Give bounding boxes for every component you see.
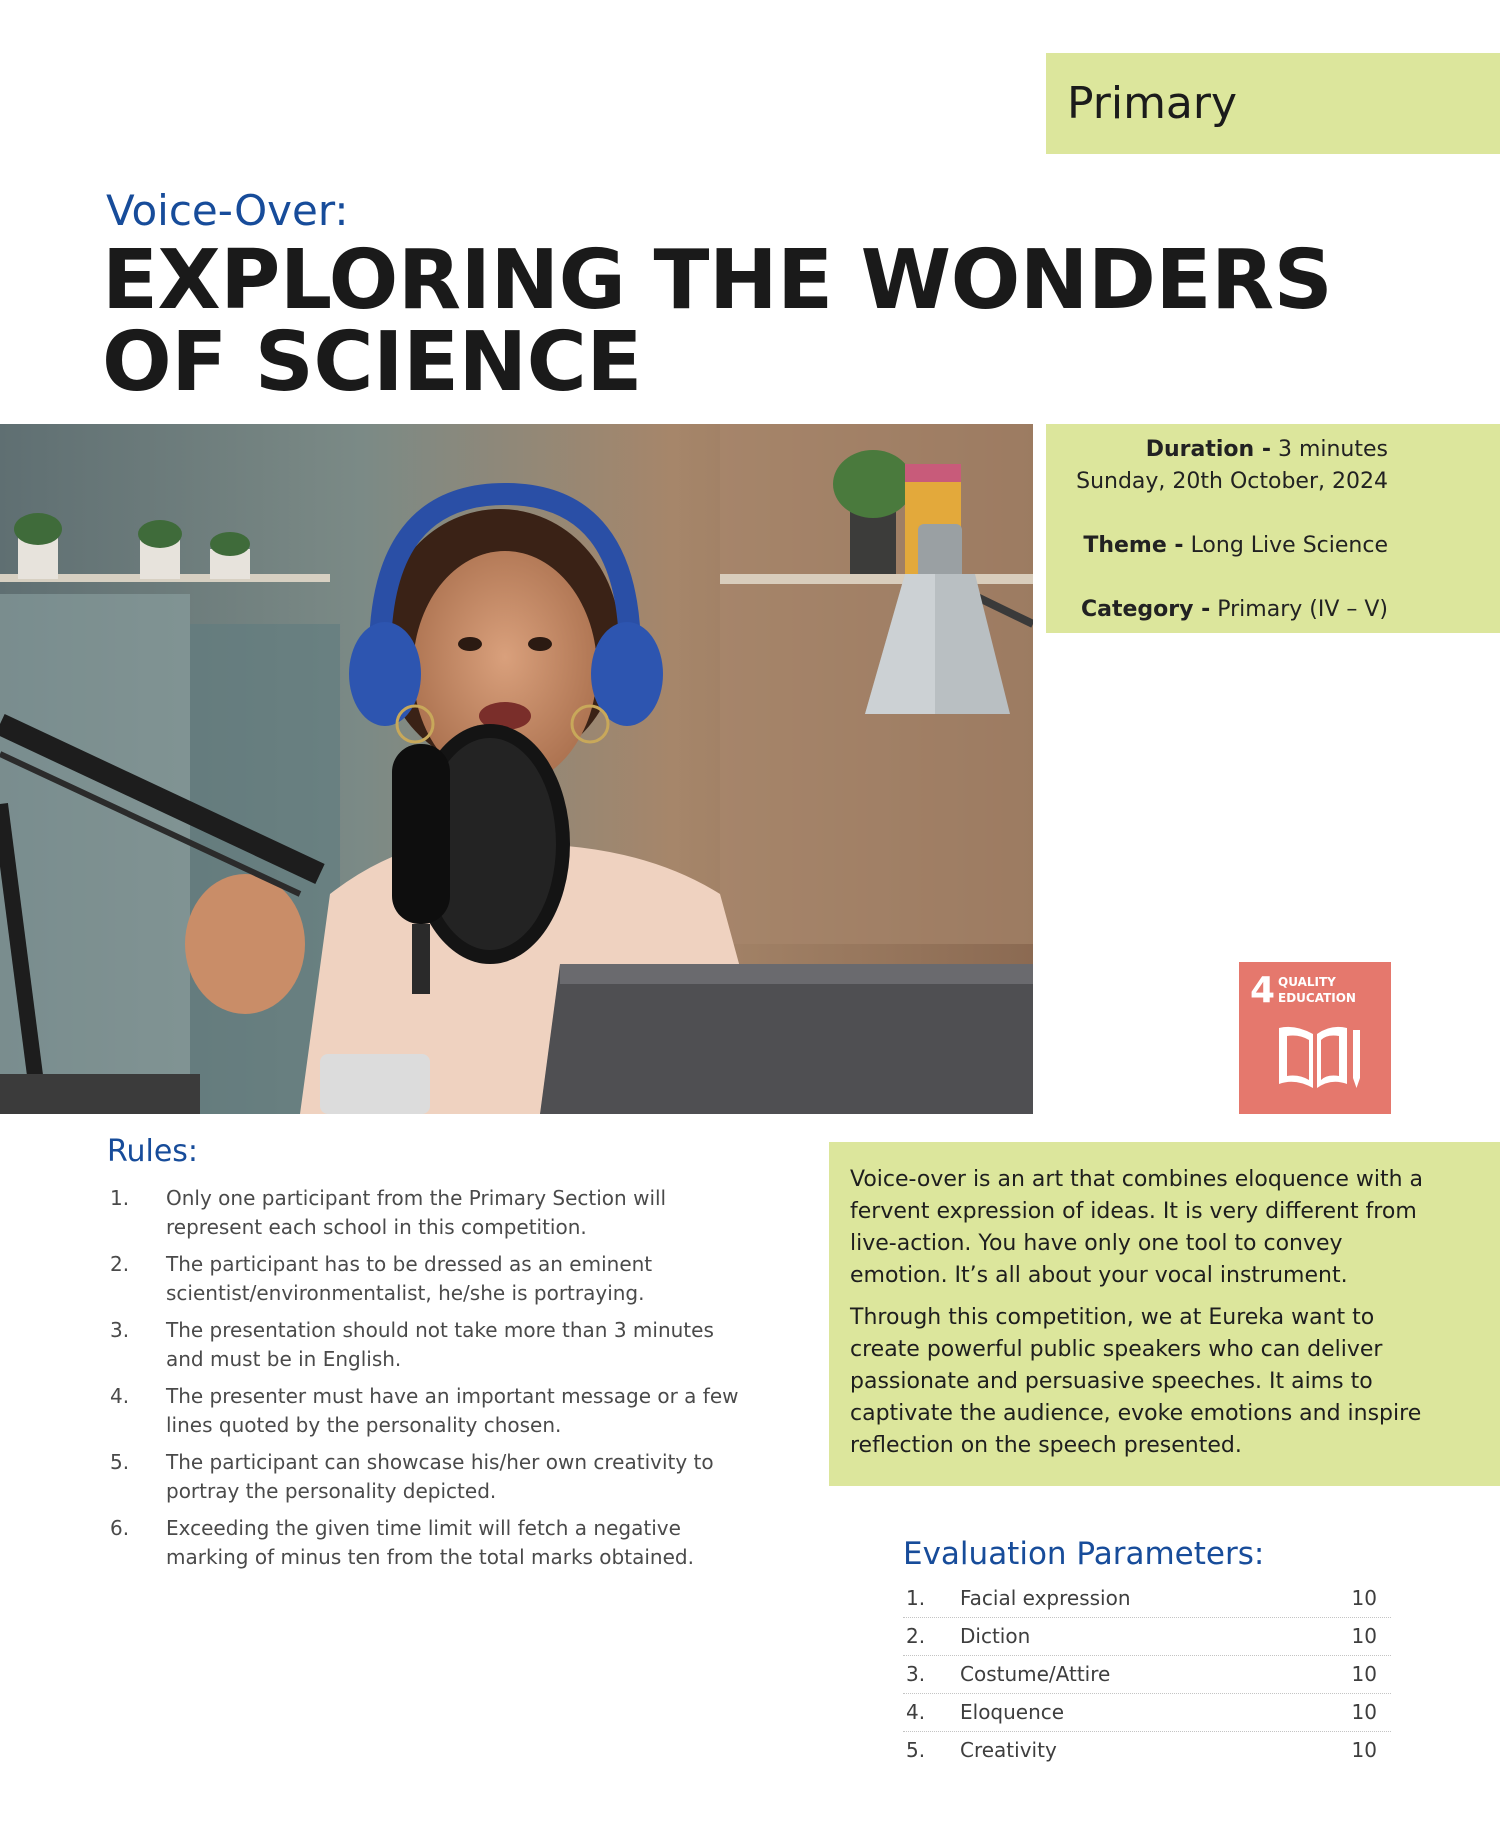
evaluation-number: 5.: [906, 1738, 926, 1762]
evaluation-item: [903, 1656, 1391, 1694]
evaluation-name: Costume/Attire: [960, 1662, 1111, 1686]
category-value: Primary (IV – V): [1217, 597, 1388, 622]
book-pencil-icon: [1273, 1022, 1363, 1094]
category-tag-text: Primary: [1067, 78, 1238, 129]
evaluation-number: 3.: [906, 1662, 926, 1686]
rule-number: 5.: [110, 1450, 130, 1474]
evaluation-name: Diction: [960, 1624, 1031, 1648]
duration-label: Duration -: [1145, 437, 1271, 462]
rule-item: [110, 1184, 750, 1242]
rule-item: [110, 1448, 750, 1506]
description-paragraph-1: Voice-over is an art that combines eloquence with a fervent expression of ideas. It is very different from live-action. You have only one tool to convey emotion. It’s all about your vocal instrument.: [850, 1167, 1424, 1288]
category-tag: [1046, 53, 1500, 154]
sdg-number: 4: [1250, 970, 1276, 1011]
rules-list: [110, 1184, 750, 1580]
rule-item: [110, 1382, 750, 1440]
rule-item: [110, 1250, 750, 1308]
duration-value: 3 minutes: [1277, 437, 1388, 462]
rule-number: 4.: [110, 1384, 130, 1408]
theme-value: Long Live Science: [1190, 533, 1388, 558]
evaluation-number: 2.: [906, 1624, 926, 1648]
evaluation-item: [903, 1618, 1391, 1656]
evaluation-item: [903, 1694, 1391, 1732]
event-date: Sunday, 20th October, 2024: [1076, 469, 1388, 494]
event-info-box: [1046, 424, 1500, 633]
rule-number: 2.: [110, 1252, 130, 1276]
theme-line: [1046, 530, 1388, 562]
evaluation-heading: Evaluation Parameters:: [903, 1536, 1265, 1572]
duration-line: [1046, 434, 1388, 466]
rule-number: 6.: [110, 1516, 130, 1540]
evaluation-number: 1.: [906, 1586, 926, 1610]
evaluation-name: Eloquence: [960, 1700, 1065, 1724]
event-subtitle: Voice-Over:: [106, 186, 349, 235]
podcaster-photo: [0, 424, 1033, 1114]
evaluation-score: 10: [1351, 1624, 1377, 1648]
evaluation-score: 10: [1351, 1586, 1377, 1610]
evaluation-name: Creativity: [960, 1738, 1057, 1762]
evaluation-number: 4.: [906, 1700, 926, 1724]
sdg-quality-education-badge: [1239, 962, 1391, 1114]
evaluation-score: 10: [1351, 1700, 1377, 1724]
evaluation-item: [903, 1580, 1391, 1618]
theme-label: Theme -: [1083, 533, 1184, 558]
event-title: EXPLORING THE WONDERS OF SCIENCE: [102, 233, 1333, 410]
evaluation-score: 10: [1351, 1662, 1377, 1686]
evaluation-name: Facial expression: [960, 1586, 1131, 1610]
sdg-label: [1278, 974, 1356, 1006]
description-box: [829, 1142, 1500, 1486]
rule-number: 3.: [110, 1318, 130, 1342]
category-label: Category -: [1080, 597, 1211, 622]
rule-item: [110, 1514, 750, 1572]
rule-text: The presentation should not take more than 3 minutes and must be in English.: [166, 1318, 714, 1371]
rule-text: The participant has to be dressed as an eminent scientist/environmentalist, he/she is portraying.: [166, 1252, 653, 1305]
evaluation-list: [903, 1580, 1391, 1769]
rule-item: [110, 1316, 750, 1374]
sdg-label-line2: EDUCATION: [1278, 991, 1356, 1005]
evaluation-score: 10: [1351, 1738, 1377, 1762]
category-line: [1046, 594, 1388, 626]
rule-text: The presenter must have an important message or a few lines quoted by the personality chosen.: [166, 1384, 739, 1437]
rule-text: Exceeding the given time limit will fetch a negative marking of minus ten from the total marks obtained.: [166, 1516, 694, 1569]
sdg-label-line1: QUALITY: [1278, 975, 1336, 989]
rule-number: 1.: [110, 1186, 130, 1210]
rule-text: Only one participant from the Primary Section will represent each school in this competition.: [166, 1186, 667, 1239]
evaluation-item: [903, 1732, 1391, 1769]
rule-text: The participant can showcase his/her own creativity to portray the personality depicted.: [166, 1450, 714, 1503]
description-paragraph-2: Through this competition, we at Eureka want to create powerful public speakers who can deliver passionate and persuasive speeches. It aims to captivate the audience, evoke emotions and inspire reflection on the speech presented.: [850, 1305, 1422, 1458]
rules-heading: Rules:: [107, 1134, 199, 1169]
